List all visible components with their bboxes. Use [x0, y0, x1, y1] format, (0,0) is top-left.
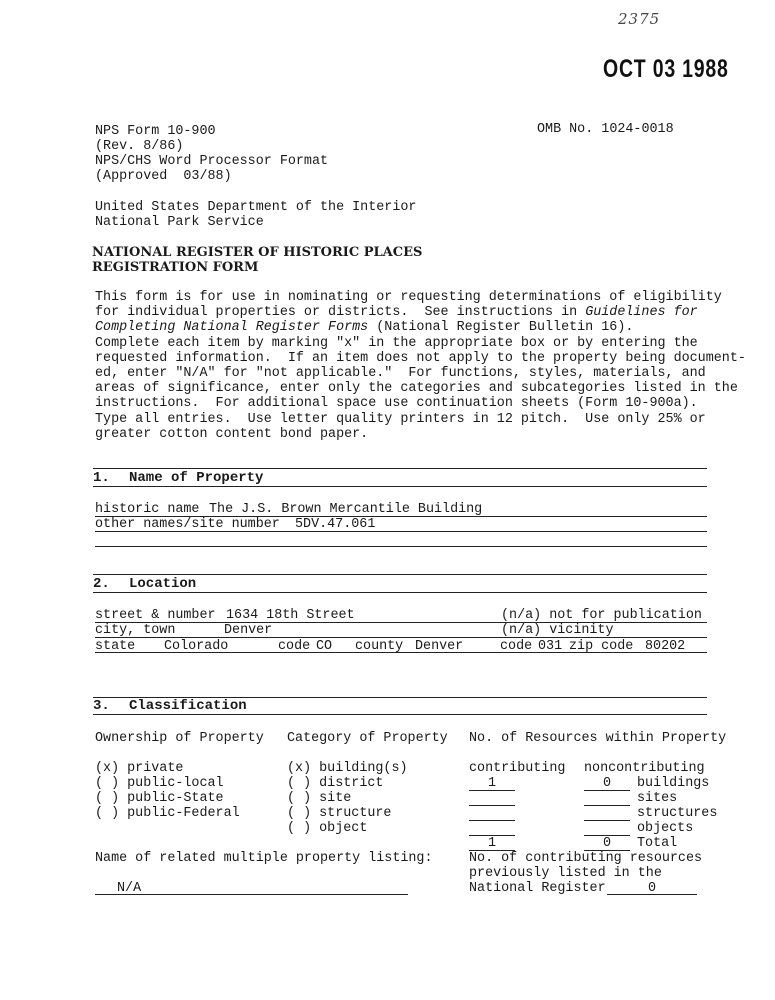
instructions-line: requested information. If an item does not apply to the property being document- — [95, 350, 746, 366]
category-heading: Category of Property — [287, 731, 448, 746]
vicinity: (n/a) vicinity — [501, 623, 614, 638]
state-value: Colorado — [164, 639, 229, 654]
county-value: Denver — [415, 639, 464, 654]
form-revision: (Rev. 8/86) — [95, 139, 184, 154]
noncontributing-sites-line — [584, 805, 630, 806]
instructions-line: Type all entries. Use letter quality printers in 12 pitch. Use only 25% or — [95, 411, 706, 427]
agency-department: United States Department of the Interior — [95, 200, 417, 215]
other-names-line — [95, 531, 707, 532]
section1-number: 1. — [93, 470, 110, 486]
form-subtitle: REGISTRATION FORM — [92, 260, 259, 275]
section3-title: Classification — [129, 698, 247, 714]
handwritten-note: 2375 — [618, 10, 661, 28]
agency-service: National Park Service — [95, 215, 264, 230]
state-code-value: CO — [316, 639, 333, 654]
zip-label: zip code — [569, 639, 634, 654]
city-value: Denver — [224, 623, 273, 638]
multiple-listing-line — [95, 894, 408, 895]
previously-listed-label: previously listed in the — [469, 866, 662, 881]
contributing-sites-line — [469, 805, 515, 806]
other-names-label: other names/site number — [95, 517, 280, 532]
guidelines-title-cont: Completing National Register Forms — [95, 320, 369, 336]
previously-listed-line — [607, 894, 697, 895]
noncontributing-buildings: 0 — [602, 776, 612, 791]
form-number: NPS Form 10-900 — [95, 124, 216, 139]
ownership-heading: Ownership of Property — [95, 731, 264, 746]
ownership-option[interactable]: ( ) public-State — [95, 791, 224, 806]
ownership-option[interactable]: ( ) public-Federal — [95, 806, 240, 821]
zip-value: 80202 — [645, 639, 686, 654]
other-names-value: 5DV.47.061 — [295, 517, 376, 532]
instructions-line: areas of significance, enter only the categories and subcategories listed in the — [95, 381, 738, 397]
contributing-buildings: 1 — [487, 776, 497, 791]
county-code-value: 031 — [538, 639, 563, 654]
section3-number: 3. — [93, 698, 110, 714]
city-line — [95, 637, 707, 638]
category-option[interactable]: ( ) object — [287, 821, 368, 836]
resource-label-structures: structures — [637, 806, 718, 821]
section1-title: Name of Property — [129, 470, 264, 486]
form-approved: (Approved 03/88) — [95, 169, 232, 184]
instructions-line: greater cotton content bond paper. — [95, 426, 369, 442]
section2-header-rule — [93, 592, 707, 593]
category-option[interactable]: ( ) district — [287, 776, 384, 791]
street-label: street & number — [95, 608, 216, 623]
state-line — [95, 652, 707, 653]
guidelines-title: Guidelines for — [585, 305, 698, 321]
contributing-label: contributing — [469, 761, 566, 776]
contributing-total: 1 — [487, 836, 497, 851]
previously-listed-value: 0 — [647, 881, 657, 896]
not-for-publication: (n/a) not for publication — [501, 608, 702, 623]
state-code-label: code — [278, 639, 311, 654]
section1-header-rule — [93, 486, 707, 487]
instructions-line: Complete each item by marking "x" in the appropriate box or by entering the — [95, 335, 698, 351]
historic-name-value: The J.S. Brown Mercantile Building — [209, 502, 483, 517]
section2-top-rule — [93, 574, 707, 575]
form-title: NATIONAL REGISTER OF HISTORIC PLACES — [92, 245, 423, 260]
instructions-line: instructions. For additional space use continuation sheets (Form 10-900a). — [95, 396, 698, 412]
street-line — [95, 622, 707, 623]
noncontributing-buildings-line — [584, 790, 630, 791]
instructions-paragraph — [95, 290, 746, 442]
instructions-line: ed, enter "N/A" for "not applicable." For functions, styles, materials, and — [95, 366, 706, 382]
resource-label-total: Total — [637, 836, 678, 851]
omb-number: OMB No. 1024-0018 — [537, 122, 674, 137]
noncontributing-label: noncontributing — [584, 761, 705, 776]
county-label: county — [355, 639, 404, 654]
state-label: state — [95, 639, 136, 654]
instructions-line: Completing National Register Forms (National Register Bulletin 16). — [95, 320, 634, 336]
county-code-label: code — [500, 639, 533, 654]
instructions-line: This form is for use in nominating or requesting determinations of eligibility — [95, 290, 722, 305]
contributing-buildings-line — [469, 790, 515, 791]
noncontributing-total: 0 — [602, 836, 612, 851]
ownership-option[interactable]: (x) private — [95, 761, 184, 776]
ownership-option[interactable]: ( ) public-local — [95, 776, 224, 791]
instructions-line: for individual properties or districts. See instructions in Guidelines for — [95, 305, 698, 321]
city-label: city, town — [95, 623, 176, 638]
contributing-structures-line — [469, 820, 515, 821]
section1-top-rule — [93, 468, 707, 469]
historic-name-label: historic name — [95, 502, 200, 517]
previously-listed-label: No. of contributing resources — [469, 851, 703, 866]
previously-listed-label: National Register — [469, 881, 606, 896]
category-option[interactable]: ( ) site — [287, 791, 352, 806]
section3-header-rule — [93, 714, 707, 715]
multiple-listing-label: Name of related multiple property listing: — [95, 851, 433, 866]
category-option[interactable]: ( ) structure — [287, 806, 392, 821]
street-value: 1634 18th Street — [226, 608, 355, 623]
resource-label-buildings: buildings — [637, 776, 710, 791]
section2-number: 2. — [93, 576, 110, 592]
resource-label-objects: objects — [637, 821, 694, 836]
section2-title: Location — [129, 576, 197, 592]
resource-label-sites: sites — [637, 791, 678, 806]
form-format: NPS/CHS Word Processor Format — [95, 154, 329, 169]
section1-bottom-rule — [95, 546, 707, 547]
category-option[interactable]: (x) building(s) — [287, 761, 408, 776]
received-date-stamp: OCT 03 1988 — [603, 55, 729, 83]
resources-heading: No. of Resources within Property — [469, 731, 727, 746]
noncontributing-structures-line — [584, 820, 630, 821]
multiple-listing-value: N/A — [117, 881, 142, 896]
